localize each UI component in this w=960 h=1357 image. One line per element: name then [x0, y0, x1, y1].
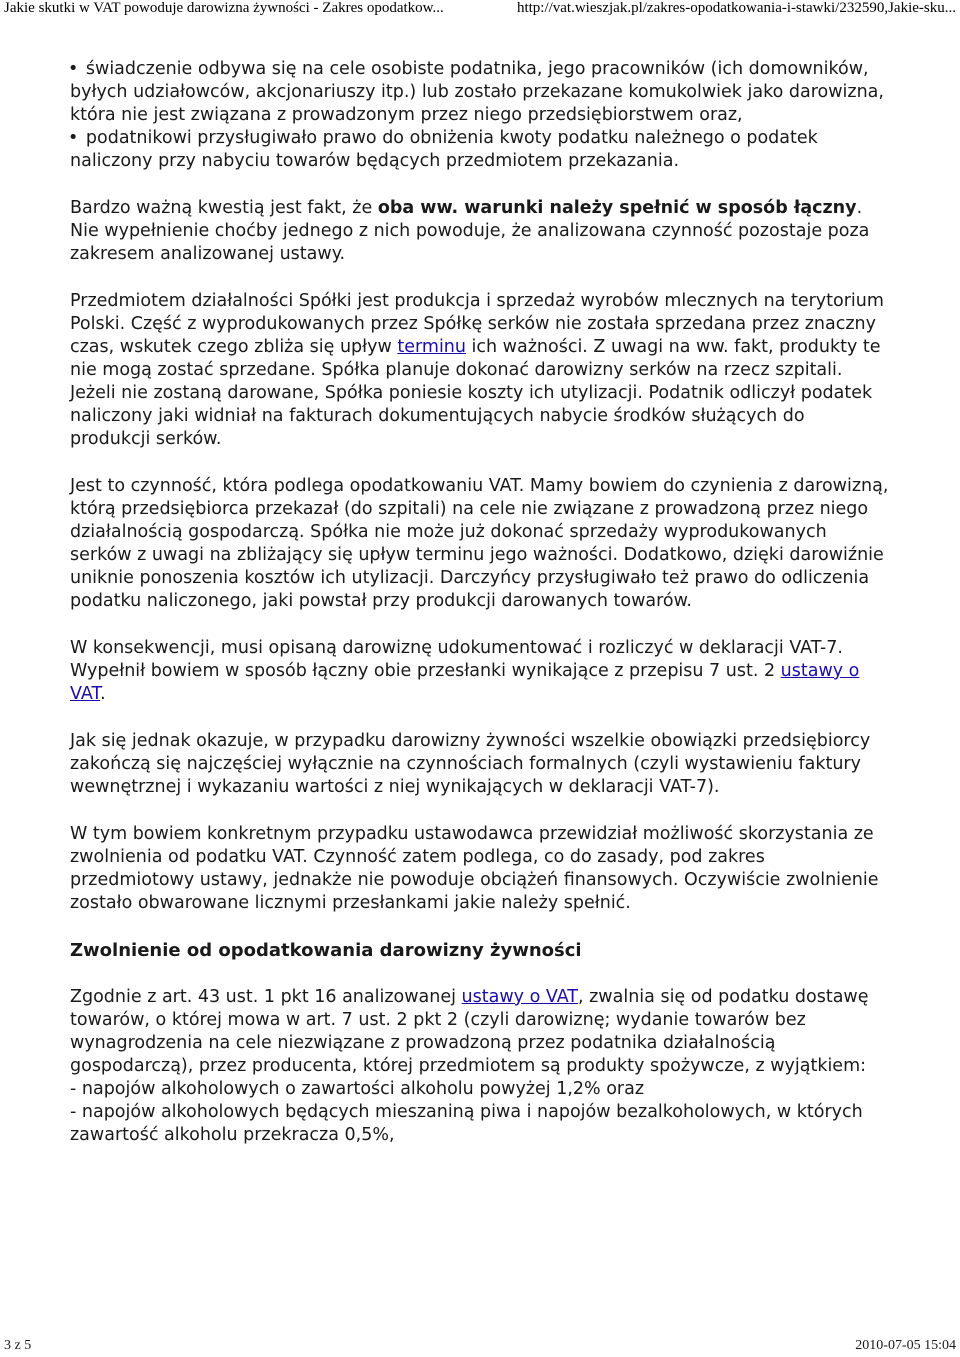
- list-item: [70, 127, 890, 173]
- exception-line: - napojów alkoholowych będących mieszaniną piwa i napojów bezalkoholowych, w których zawartość alkoholu przekracza 0,5%,: [70, 1102, 863, 1145]
- article-body: [70, 58, 890, 1171]
- text: Zgodnie z art. 43 ust. 1 pkt 16 analizowanej: [70, 987, 462, 1007]
- bullet-icon: •: [68, 59, 79, 79]
- ustawy-o-vat-link[interactable]: ustawy o VAT: [70, 661, 860, 704]
- section-heading: Zwolnienie od opodatkowania darowizny żywności: [70, 940, 582, 961]
- print-datetime: 2010-07-05 15:04: [855, 1338, 956, 1353]
- page-title: Jakie skutki w VAT powoduje darowizna żywności - Zakres opodatkow...: [4, 0, 444, 16]
- print-footer: [0, 1338, 960, 1356]
- text: , zwalnia się od podatku dostawę towarów, o której mowa w art. 7 ust. 2 pkt 2 (czyli darowiznę; wydanie towarów bez wynagrodzenia na cele niezwiązane z prowadzoną przez podatnika działalnością gospodarczą), przez producenta, której przedmiotem są produkty spożywcze, z wyjątkiem:: [70, 987, 869, 1076]
- text: Bardzo ważną kwestią jest fakt, że: [70, 198, 378, 218]
- list-item-text: świadczenie odbywa się na cele osobiste podatnika, jego pracowników (ich domowników, byłych udziałowców, akcjonariuszy itp.) lub zostało przekazane komukolwiek jako darowizna, która nie jest związana z prowadzonym przez niego przedsiębiorstwem oraz,: [70, 59, 884, 125]
- terminu-link[interactable]: terminu: [397, 337, 466, 357]
- bold-text: oba ww. warunki należy spełnić w sposób łączny: [377, 198, 857, 218]
- list-item-text: podatnikowi przysługiwało prawo do obniżenia kwoty podatku należnego o podatek naliczony przy nabyciu towarów będących przedmiotem przekazania.: [70, 128, 818, 171]
- paragraph: W tym bowiem konkretnym przypadku ustawodawca przewidział możliwość skorzystania ze zwolnienia od podatku VAT. Czynność zatem podlega, co do zasady, pod zakres przedmiotowy ustawy, jednakże nie powoduje obciążeń finansowych. Oczywiście zwolnienie zostało obwarowane licznymi przesłankami jakie należy spełnić.: [70, 824, 879, 913]
- bullet-icon: •: [68, 128, 79, 148]
- paragraph: [70, 637, 890, 706]
- text: . Nie wypełnienie choćby jednego z nich powoduje, że analizowana czynność pozostaje poza zakresem analizowanej ustawy.: [70, 198, 870, 264]
- paragraph: Jest to czynność, która podlega opodatkowaniu VAT. Mamy bowiem do czynienia z darowizną, którą przedsiębiorca przekazał (do szpitali) na cele nie związane z prowadzoną przez niego działalnością gospodarczą. Spółka nie może już dokonać sprzedaży wyprodukowanych serków z uwagi na zbliżający się upływ terminu jego ważności. Dodatkowo, dzięki darowiźnie uniknie ponoszenia kosztów ich utylizacji. Darczyńcy przysługiwało też prawo do odliczenia podatku naliczonego, jaki powstał przy produkcji darowanych towarów.: [70, 476, 889, 611]
- text: W konsekwencji, musi opisaną darowiznę udokumentować i rozliczyć w deklaracji VAT-7. Wypełnił bowiem w sposób łączny obie przesłanki wynikające z przepisu 7 ust. 2: [70, 638, 843, 681]
- list-item: [70, 58, 890, 127]
- text: ich ważności. Z uwagi na ww. fakt, produkty te nie mogą zostać sprzedane. Spółka planuje dokonać darowizny serków na rzecz szpitali. Jeżeli nie zostaną darowane, Spółka poniesie koszty ich utylizacji. Podatnik odliczył podatek naliczony jaki widniał na fakturach dokumentujących nabycie środków służących do produkcji serków.: [70, 337, 881, 449]
- paragraph: Jak się jednak okazuje, w przypadku darowizny żywności wszelkie obowiązki przedsiębiorcy zakończą się najczęściej wyłącznie na czynnościach formalnych (czyli wystawieniu faktury wewnętrznej i wykazaniu wartości z niej wynikających w deklaracji VAT-7).: [70, 731, 871, 797]
- ustawy-o-vat-link[interactable]: ustawy o VAT: [461, 987, 578, 1007]
- paragraph: [70, 290, 890, 451]
- page-url: http://vat.wieszjak.pl/zakres-opodatkowania-i-stawki/232590,Jakie-sku...: [516, 0, 956, 16]
- paragraph: [70, 197, 890, 266]
- print-header: [0, 0, 960, 20]
- bullet-list: [70, 58, 890, 173]
- paragraph: [70, 986, 890, 1147]
- page-number: 3 z 5: [4, 1338, 32, 1353]
- text: Przedmiotem działalności Spółki jest produkcja i sprzedaż wyrobów mlecznych na terytorium Polski. Część z wyprodukowanych przez Spółkę serków nie została sprzedana przez znaczny czas, wskutek czego zbliża się upływ: [70, 291, 884, 357]
- text: .: [100, 684, 106, 704]
- exception-line: - napojów alkoholowych o zawartości alkoholu powyżej 1,2% oraz: [70, 1079, 645, 1099]
